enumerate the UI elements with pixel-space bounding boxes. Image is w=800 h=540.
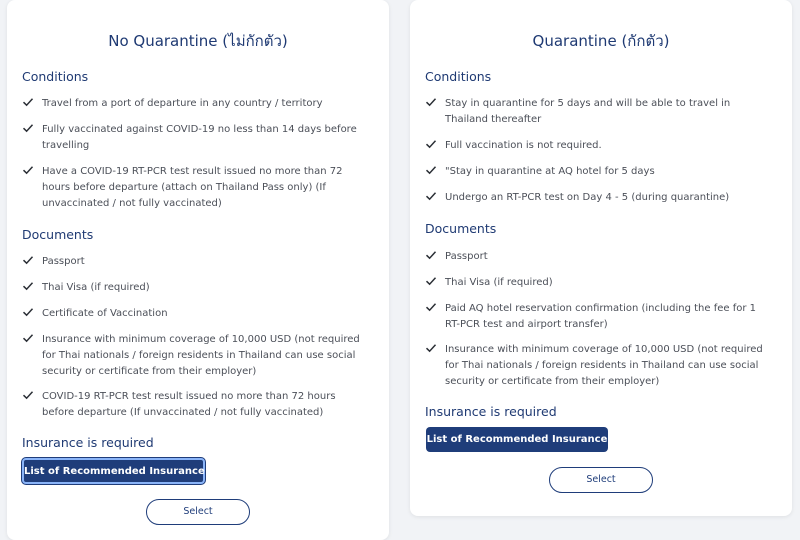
check-icon (425, 96, 439, 110)
document-text: Thai Visa (if required) (42, 282, 150, 293)
check-icon (425, 190, 439, 204)
conditions-heading: Conditions (22, 69, 89, 84)
check-icon (425, 275, 439, 289)
documents-heading: Documents (22, 227, 94, 242)
document-text: Insurance with minimum coverage of 10,000 USD (not required for Thai nationals / foreign residents in Thailand can use social security or certificate from their employer) (445, 344, 763, 387)
condition-text: Travel from a port of departure in any country / territory (42, 98, 323, 109)
check-icon (22, 306, 36, 320)
document-text: Insurance with minimum coverage of 10,000 USD (not required for Thai nationals / foreign residents in Thailand can use social security or certificate from their employer) (42, 334, 360, 377)
check-icon (425, 164, 439, 178)
card-title: Quarantine (กักตัว) (532, 32, 670, 50)
check-icon (22, 164, 36, 178)
document-text: Thai Visa (if required) (445, 277, 553, 288)
condition-text: "Stay in quarantine at AQ hotel for 5 days (445, 166, 655, 177)
no-quarantine-card (7, 0, 389, 540)
check-icon (22, 254, 36, 268)
condition-text: Stay in quarantine for 5 days and will be able to travel in Thailand thereafter (445, 98, 731, 125)
check-icon (22, 332, 36, 346)
document-text: Passport (42, 256, 85, 267)
condition-text: Fully vaccinated against COVID-19 no less than 14 days before travelling (42, 124, 357, 151)
condition-text: Full vaccination is not required. (445, 140, 602, 151)
check-icon (425, 138, 439, 152)
check-icon (425, 342, 439, 356)
check-icon (425, 249, 439, 263)
document-text: COVID-19 RT-PCR test result issued no more than 72 hours before departure (If unvaccinated / not fully vaccinated) (42, 391, 336, 418)
insurance-required-heading: Insurance is required (22, 435, 154, 450)
insurance-required-heading: Insurance is required (425, 404, 557, 419)
check-icon (22, 389, 36, 403)
check-icon (425, 301, 439, 315)
documents-heading: Documents (425, 221, 497, 236)
check-icon (22, 280, 36, 294)
select-button[interactable]: Select (549, 467, 653, 493)
card-title: No Quarantine (ไม่กักตัว) (108, 32, 288, 50)
select-button[interactable]: Select (146, 499, 250, 525)
document-text: Passport (445, 251, 488, 262)
quarantine-card (410, 0, 792, 516)
recommended-insurance-button[interactable]: List of Recommended Insurance (426, 427, 608, 452)
conditions-heading: Conditions (425, 69, 492, 84)
check-icon (22, 96, 36, 110)
condition-text: Undergo an RT-PCR test on Day 4 - 5 (during quarantine) (445, 192, 730, 203)
document-text: Certificate of Vaccination (42, 308, 168, 319)
condition-text: Have a COVID-19 RT-PCR test result issued no more than 72 hours before departure (attach on Thailand Pass only) (If unvaccinated / not fully vaccinated) (42, 166, 343, 209)
check-icon (22, 122, 36, 136)
document-text: Paid AQ hotel reservation confirmation (including the fee for 1 RT-PCR test and airport transfer) (445, 303, 757, 330)
recommended-insurance-button[interactable]: List of Recommended Insurance (22, 458, 205, 484)
